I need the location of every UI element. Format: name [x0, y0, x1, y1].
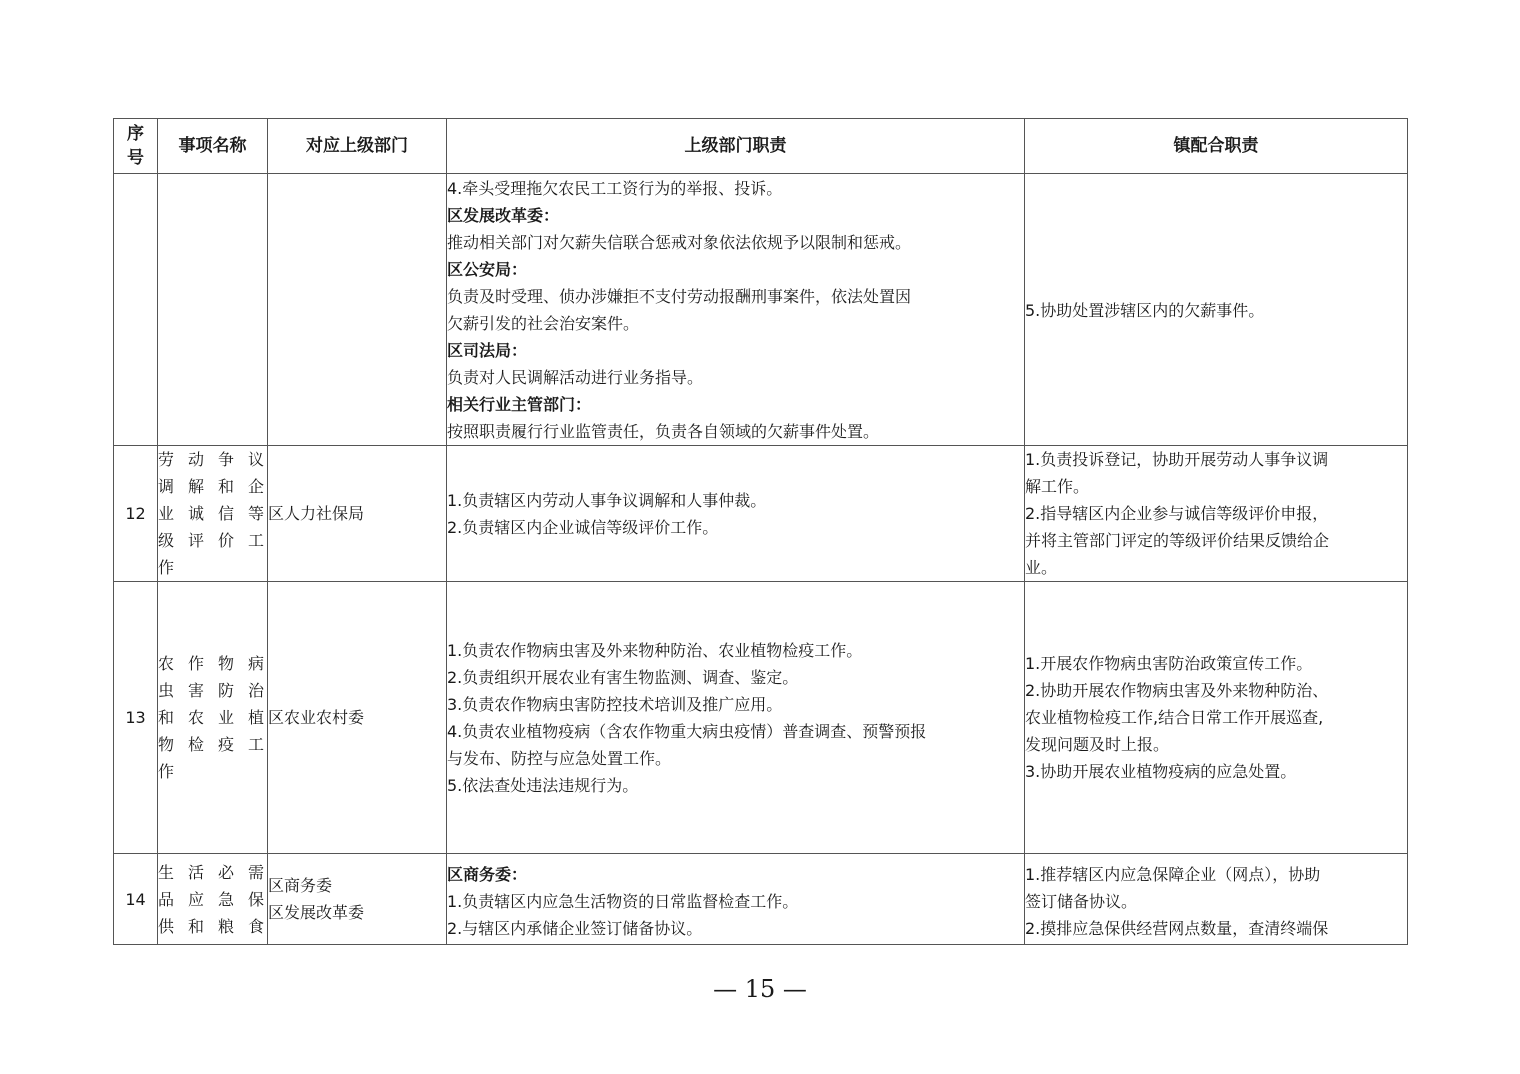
duty-line: 1.负责辖区内劳动人事争议调解和人事仲裁。	[447, 490, 767, 510]
cell-duties	[447, 174, 1025, 446]
cell-town	[1025, 582, 1408, 854]
town-duty-line: 发现问题及时上报。	[1025, 735, 1170, 754]
item-name-line: 供和粮食	[158, 916, 267, 936]
cell-dept	[268, 854, 447, 945]
town-duty-line: 签订储备协议。	[1025, 892, 1138, 911]
item-name-line: 调解和企	[158, 477, 267, 496]
duty-line: 欠薪引发的社会治安案件。	[447, 313, 640, 333]
dept-name: 区农业农村委	[268, 708, 365, 727]
cell-no: 12	[114, 446, 158, 582]
header-duties: 上级部门职责	[447, 119, 1025, 174]
town-duty-line: 并将主管部门评定的等级评价结果反馈给企	[1025, 531, 1330, 550]
duty-line: 2.与辖区内承储企业签订储备协议。	[447, 919, 703, 938]
duty-table	[113, 118, 1408, 945]
town-duty-line: 2.摸排应急保供经营网点数量，查清终端保	[1025, 919, 1329, 938]
item-name-line: 生活必需	[158, 862, 267, 882]
page-number: — 15 —	[713, 975, 807, 1003]
dept-name: 区人力社保局	[268, 504, 365, 523]
item-name-line: 作	[158, 762, 178, 781]
item-name-line: 和农业植	[158, 708, 267, 727]
header-no-line-1: 序	[127, 124, 144, 144]
item-name-line: 业诚信等	[158, 504, 267, 523]
duty-line: 2.负责辖区内企业诚信等级评价工作。	[447, 517, 719, 537]
header-no-line-2: 号	[127, 148, 144, 168]
cell-duties	[447, 582, 1025, 854]
header-dept: 对应上级部门	[268, 119, 447, 174]
item-name-line: 虫害防治	[158, 681, 267, 700]
cell-name	[158, 446, 268, 582]
duty-line: 2.负责组织开展农业有害生物监测、调查、鉴定。	[447, 667, 799, 687]
dept-heading: 区发展改革委：	[447, 205, 560, 225]
town-duty-line: 2.协助开展农作物病虫害及外来物种防治、	[1025, 681, 1329, 700]
cell-dept	[268, 582, 447, 854]
dept-heading: 相关行业主管部门：	[447, 394, 592, 414]
duty-line: 推动相关部门对欠薪失信联合惩戒对象依法依规予以限制和惩戒。	[447, 232, 912, 252]
duty-line: 3.负责农作物病虫害防控技术培训及推广应用。	[447, 694, 783, 714]
duty-line: 1.负责农作物病虫害及外来物种防治、农业植物检疫工作。	[447, 640, 863, 660]
town-duty-line: 1.开展农作物病虫害防治政策宣传工作。	[1025, 654, 1313, 673]
cell-town	[1025, 854, 1408, 945]
item-name-line: 农作物病	[158, 654, 267, 673]
duty-line: 按照职责履行行业监管责任，负责各自领域的欠薪事件处置。	[447, 421, 880, 441]
item-name-line: 物检疫工	[158, 735, 267, 754]
town-duty-line: 3.协助开展农业植物疫病的应急处置。	[1025, 762, 1297, 781]
cell-town	[1025, 446, 1408, 582]
cell-no: 13	[114, 582, 158, 854]
town-duty-line: 2.指导辖区内企业参与诚信等级评价申报，	[1025, 504, 1329, 523]
table-row	[114, 582, 1408, 854]
item-name-line: 作	[158, 558, 178, 577]
town-duty-line: 解工作。	[1025, 477, 1090, 496]
cell-no: 14	[114, 854, 158, 945]
dept-heading: 区商务委：	[447, 865, 528, 884]
cell-duties	[447, 446, 1025, 582]
table-row	[114, 854, 1408, 945]
duty-line: 负责及时受理、侦办涉嫌拒不支付劳动报酬刑事案件，依法处置因	[447, 286, 912, 306]
town-duty-line: 1.推荐辖区内应急保障企业（网点），协助	[1025, 865, 1321, 884]
cell-town	[1025, 174, 1408, 446]
town-duty-line: 农业植物检疫工作,结合日常工作开展巡查,	[1025, 708, 1324, 727]
cell-name	[158, 582, 268, 854]
item-name-line: 劳动争议	[158, 450, 267, 469]
dept-name: 区商务委	[268, 876, 333, 895]
header-town: 镇配合职责	[1025, 119, 1408, 174]
cell-name	[158, 174, 268, 446]
item-name-line: 级评价工	[158, 531, 267, 550]
table-header-row	[114, 119, 1408, 174]
cell-name	[158, 854, 268, 945]
duty-line: 4.牵头受理拖欠农民工工资行为的举报、投诉。	[447, 178, 783, 198]
cell-dept	[268, 174, 447, 446]
duty-line: 与发布、防控与应急处置工作。	[447, 748, 672, 768]
duty-line: 1.负责辖区内应急生活物资的日常监督检查工作。	[447, 892, 799, 911]
dept-name: 区发展改革委	[268, 903, 365, 922]
duty-line: 5.依法查处违法违规行为。	[447, 775, 639, 795]
dept-heading: 区公安局：	[447, 259, 528, 279]
dept-heading: 区司法局：	[447, 340, 528, 360]
duty-line: 负责对人民调解活动进行业务指导。	[447, 367, 704, 387]
town-duty-line: 1.负责投诉登记，协助开展劳动人事争议调	[1025, 450, 1329, 469]
town-duty-line: 业。	[1025, 558, 1058, 577]
cell-no	[114, 174, 158, 446]
table-row	[114, 446, 1408, 582]
duty-line: 4.负责农业植物疫病（含农作物重大病虫疫情）普查调查、预警预报	[447, 721, 927, 741]
cell-dept	[268, 446, 447, 582]
table-row-continued	[114, 174, 1408, 446]
header-no	[114, 119, 158, 174]
town-duty-line: 5.协助处置涉辖区内的欠薪事件。	[1025, 301, 1265, 320]
item-name-line: 品应急保	[158, 889, 267, 909]
header-name: 事项名称	[158, 119, 268, 174]
cell-duties	[447, 854, 1025, 945]
